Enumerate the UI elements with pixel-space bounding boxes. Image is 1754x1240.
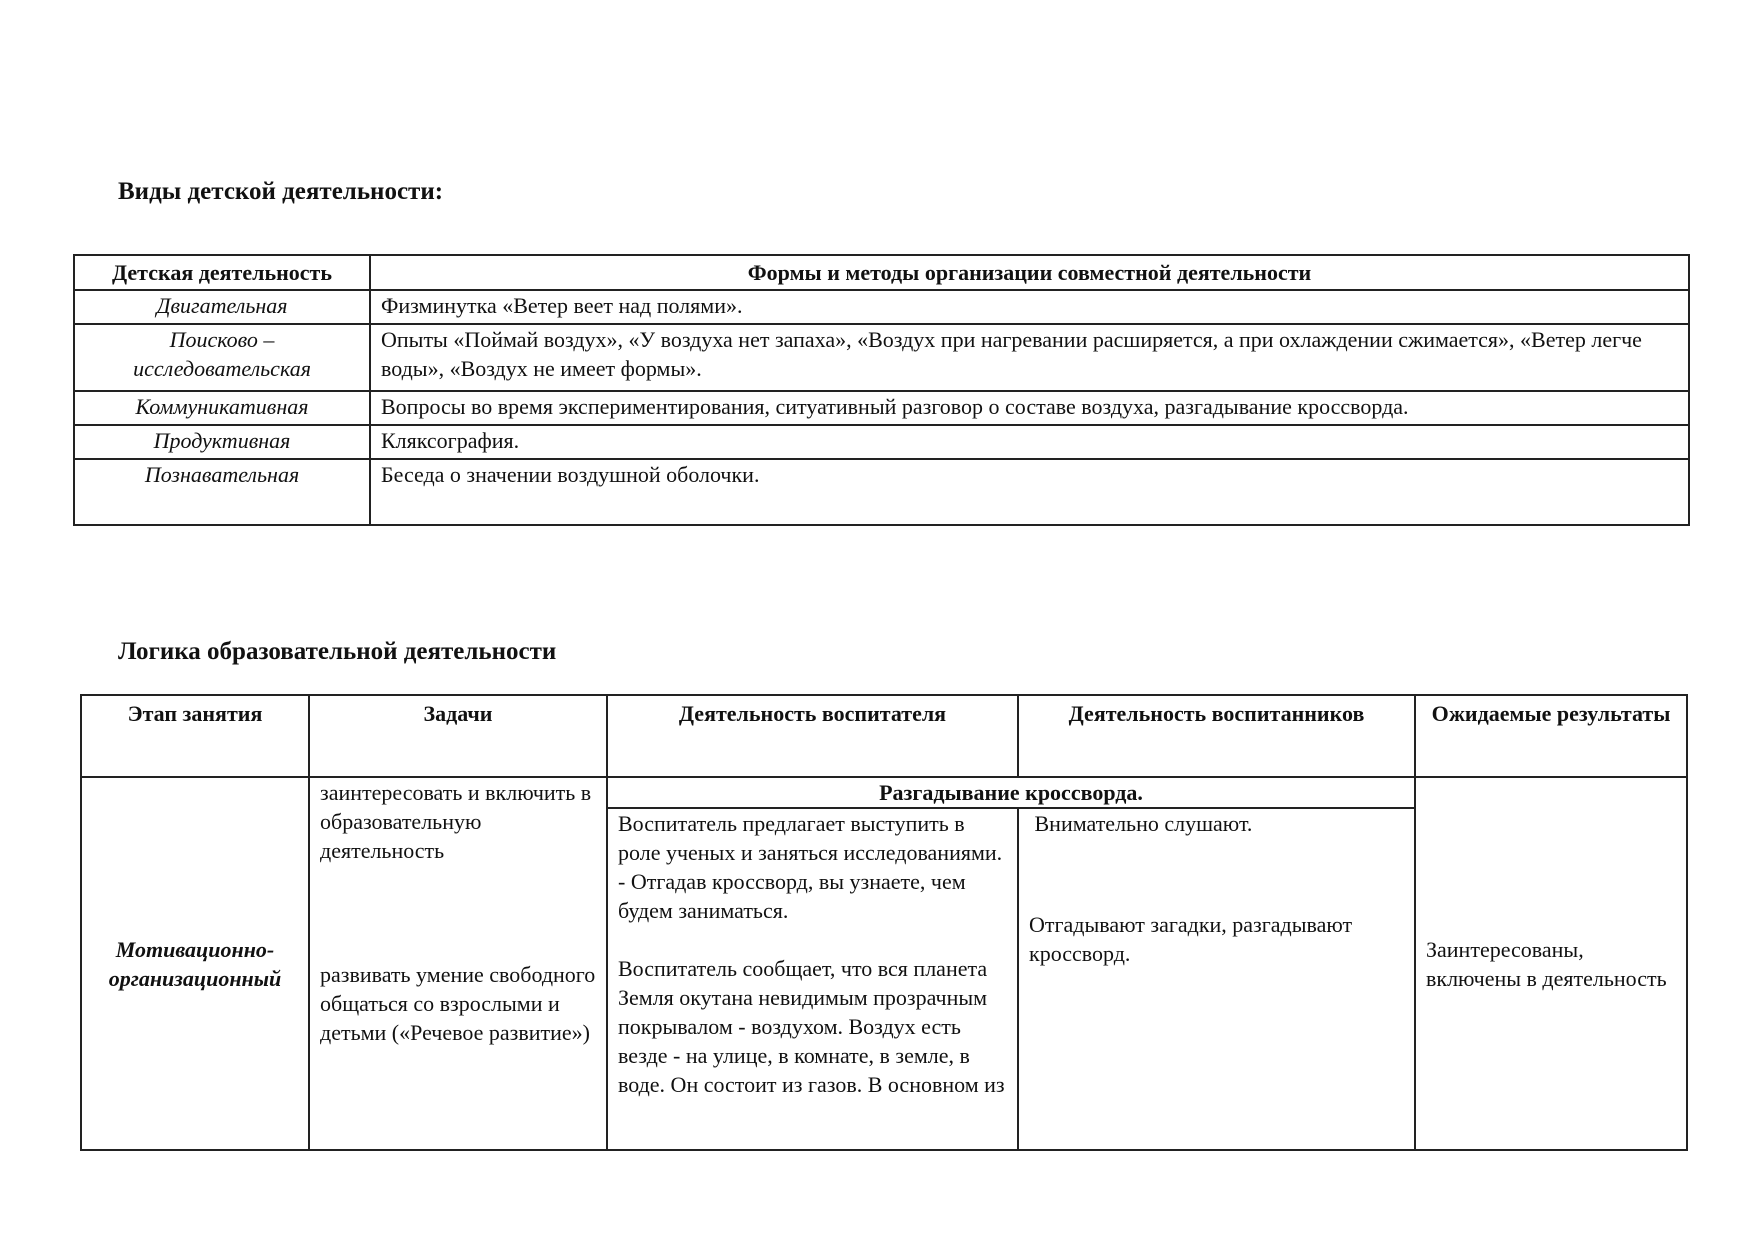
header-forms: Формы и методы организации совместной деятельности xyxy=(370,255,1689,290)
teacher-text: - Отгадав кроссворд, вы узнаете, чем будем заниматься. xyxy=(618,869,966,923)
activity-kind: Познавательная xyxy=(74,459,370,525)
activity-kind: Коммуникативная xyxy=(74,391,370,425)
table-row xyxy=(81,777,1687,808)
spacer xyxy=(618,925,1007,954)
table-row xyxy=(74,459,1689,525)
tasks-cell xyxy=(309,777,607,1150)
subheader-cell: Разгадывание кроссворда. xyxy=(607,777,1415,808)
table-row xyxy=(74,324,1689,391)
table-row xyxy=(74,391,1689,425)
activity-forms: Физминутка «Ветер веет над полями». xyxy=(370,290,1689,324)
activity-kind: Продуктивная xyxy=(74,425,370,459)
activity-kind: Двигательная xyxy=(74,290,370,324)
header-activity: Детская деятельность xyxy=(74,255,370,290)
teacher-text: Воспитатель предлагает выступить в роле ученых и заняться исследованиями. xyxy=(618,811,1003,865)
table-header-row xyxy=(81,695,1687,777)
header-kids: Деятельность воспитанников xyxy=(1018,695,1415,777)
section-heading-logic: Логика образовательной деятельности xyxy=(118,638,557,665)
activity-forms: Вопросы во время экспериментирования, ситуативный разговор о составе воздуха, разгадывание кроссворда. xyxy=(370,391,1689,425)
table-header-row xyxy=(74,255,1689,290)
activity-forms: Беседа о значении воздушной оболочки. xyxy=(370,459,1689,525)
header-teacher: Деятельность воспитателя xyxy=(607,695,1018,777)
spacer xyxy=(1029,838,1404,910)
activities-table xyxy=(73,254,1690,526)
kids-text: Внимательно слушают. xyxy=(1029,811,1253,836)
header-tasks: Задачи xyxy=(309,695,607,777)
stage-cell: Мотивационно-организационный xyxy=(81,777,309,1150)
header-stage: Этап занятия xyxy=(81,695,309,777)
teacher-cell xyxy=(607,808,1018,1150)
task-text: заинтересовать и включить в образовательную деятельность xyxy=(320,780,592,863)
section-heading-activities: Виды детской деятельности: xyxy=(118,178,444,205)
activity-kind: Поисково – исследовательская xyxy=(74,324,370,391)
kids-text: Отгадывают загадки, разгадывают кроссворд. xyxy=(1029,912,1353,966)
task-text: развивать умение свободного общаться со взрослыми и детьми («Речевое развитие») xyxy=(320,962,596,1045)
table-row xyxy=(74,290,1689,324)
teacher-text: Воспитатель сообщает, что вся планета Земля окутана невидимым прозрачным покрывалом - воздухом. Воздух есть везде - на улице, в комнате, в земле, в воде. Он состоит из газов. В основном из xyxy=(618,956,1005,1097)
logic-table xyxy=(80,694,1688,1151)
spacer xyxy=(320,865,596,960)
results-cell: Заинтересованы, включены в деятельность xyxy=(1415,777,1687,1150)
kids-cell xyxy=(1018,808,1415,1150)
header-results: Ожидаемые результаты xyxy=(1415,695,1687,777)
activity-forms: Опыты «Поймай воздух», «У воздуха нет запаха», «Воздух при нагревании расширяется, а при охлаждении сжимается», «Ветер легче воды», «Воздух не имеет формы». xyxy=(370,324,1689,391)
table-row xyxy=(74,425,1689,459)
activity-forms: Кляксография. xyxy=(370,425,1689,459)
